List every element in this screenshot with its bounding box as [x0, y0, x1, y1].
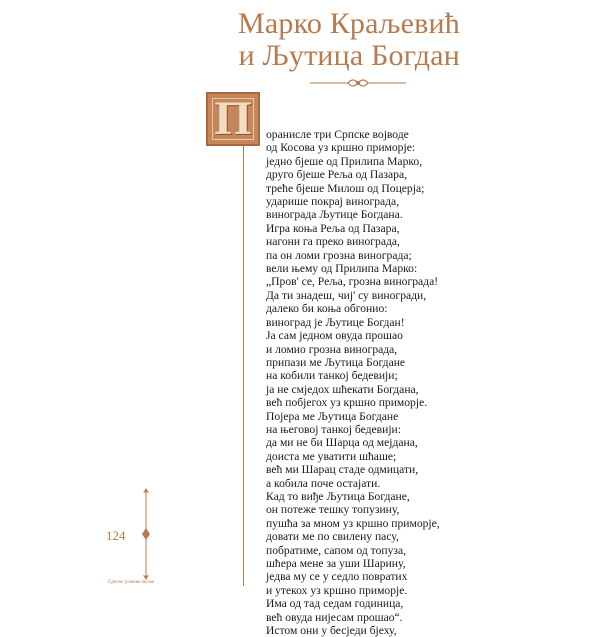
- poem-line: једно бјеше од Прилипа Марко,: [266, 154, 423, 168]
- poem-line: а кобила поче остајати.: [266, 476, 381, 490]
- poem-line: вели њему од Прилипа Марко:: [266, 262, 418, 276]
- poem-line: друго бјеше Реља од Пазара,: [266, 168, 407, 182]
- poem-line: шћера мене за уши Шарину,: [266, 557, 406, 570]
- poem-line: да ми не би Шарца од мејдана,: [266, 436, 418, 450]
- poem-line: „Пров' се, Реља, грозна винограда!: [266, 275, 439, 289]
- poem-line: па он ломи грозна винограда;: [266, 248, 412, 262]
- margin-rule: [243, 146, 244, 586]
- poem-line: довати ме по свилену пасу,: [266, 530, 399, 544]
- poem-line: доиста ме уватити шћаше;: [266, 449, 397, 463]
- poem-line: већ побјегох уз кршно приморје.: [266, 396, 428, 410]
- poem-line: и ломио грозна винограда,: [266, 342, 398, 356]
- poem-line: једва му се у седло повратих: [266, 570, 408, 584]
- poem-line: пушћа за мном уз кршно приморје,: [266, 516, 440, 530]
- title-line-1: Марко Краљевић: [237, 7, 460, 40]
- poem-line: Има од тад седам годиница,: [266, 597, 404, 611]
- poem-line: Игра коња Реља од Пазара,: [266, 221, 400, 235]
- poem-line: виноград је Љутице Богдан!: [266, 315, 405, 329]
- poem-line: побратиме, сапом од топуза,: [266, 543, 406, 557]
- poem-title: [238, 8, 460, 72]
- drop-cap: [206, 92, 260, 146]
- poem-line: треће бјеше Милош од Поцерја;: [266, 181, 425, 195]
- poem-line: и утекох уз кршно приморје.: [266, 583, 408, 597]
- poem-line: Појера ме Љутица Богдане: [266, 409, 399, 423]
- page-number: 124: [106, 528, 126, 543]
- poem-line: већ ми Шарац стаде одмицати,: [266, 463, 419, 477]
- title-line-2: и Љутица Богдан: [238, 39, 460, 72]
- poem-line: далеко би коња обгонио:: [266, 302, 388, 316]
- margin-ornament: [141, 488, 151, 580]
- poem-line: на кобили танкој бедевији;: [266, 369, 398, 383]
- poem-line: ја не смједох шћекати Богдана,: [266, 382, 419, 396]
- poem-line: на његовој танкој бедевији:: [266, 422, 401, 436]
- poem-line: Истом они у бесједи бјеху,: [266, 624, 397, 637]
- poem-line: оранисле три Српске војводе: [266, 128, 409, 141]
- poem-line: он потеже тешку топузину,: [266, 503, 400, 517]
- footer-text: Српске јуначке песме: [108, 580, 154, 585]
- poem-line: Ја сам једном овуда прошао: [266, 329, 403, 343]
- poem-line: винограда Љутице Богдана.: [266, 208, 403, 222]
- poem-line: припази ме Љутица Богдане: [266, 355, 406, 369]
- poem-text: [266, 128, 586, 637]
- poem-line: већ овуда нијесам прошао“.: [266, 610, 403, 624]
- poem-line: Да ти знадеш, чиј' су виногради,: [266, 288, 427, 302]
- poem-line: Кад то виђе Љутица Богдане,: [266, 489, 410, 503]
- drop-cap-letter: П: [214, 98, 252, 140]
- poem-line: нагони га преко винограда,: [266, 235, 400, 249]
- poem-line: ударише покрај винограда,: [266, 195, 400, 209]
- title-flourish-ornament: [308, 76, 408, 90]
- poem-line: од Косова уз кршно приморје:: [266, 141, 416, 155]
